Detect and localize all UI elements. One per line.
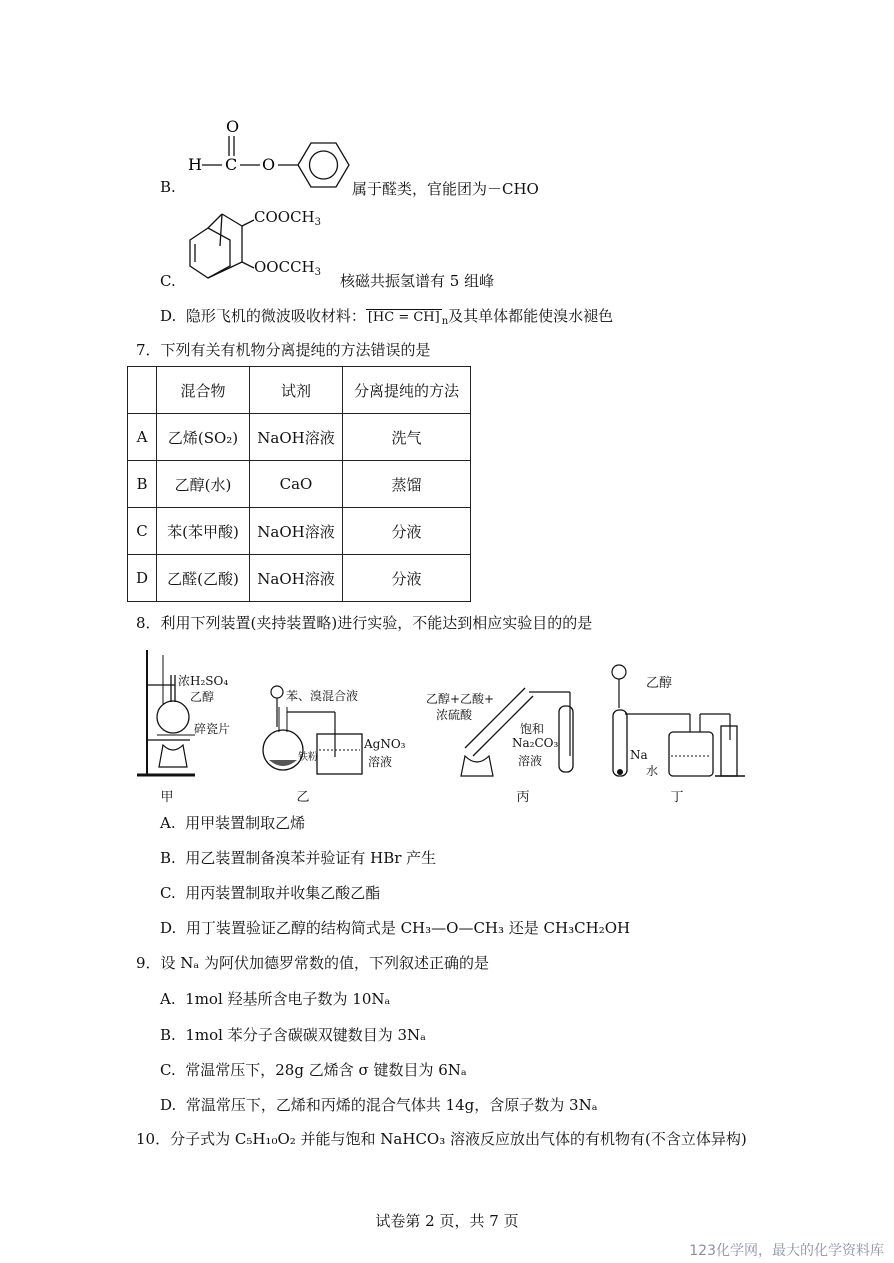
q8-option-c: C. 用丙装置制取并收集乙酸乙酯 — [160, 884, 381, 902]
struct-b-c: C — [225, 155, 238, 174]
struct-b-h: H — [188, 155, 202, 174]
ding-label-water: 水 — [646, 764, 659, 778]
yi-label-mix: 苯、溴混合液 — [286, 689, 359, 703]
table-row: C 苯(苯甲酸) NaOH溶液 分液 — [128, 508, 471, 555]
q8-title: 8．利用下列装置(夹持装置略)进行实验，不能达到相应实验目的的是 — [136, 614, 593, 632]
bing-label-na2co3: Na₂CO₃ — [512, 736, 559, 750]
table-row: D 乙醛(乙酸) NaOH溶液 分液 — [128, 555, 471, 602]
q8-option-b: B. 用乙装置制备溴苯并验证有 HBr 产生 — [160, 849, 437, 867]
struct-b-oxygen: O — [226, 117, 240, 136]
watermark: 123化学网，最大的化学资料库 — [689, 1243, 884, 1259]
bing-label-acid: 浓硫酸 — [436, 708, 473, 722]
q9-option-d: D. 常温常压下，乙烯和丙烯的混合气体共 14g，含原子数为 3Nₐ — [160, 1096, 598, 1114]
jia-caption: 甲 — [160, 790, 174, 805]
ding-caption: 丁 — [670, 790, 684, 805]
table-row: B 乙醇(水) CaO 蒸馏 — [128, 461, 471, 508]
bing-label-saturated: 饱和 — [520, 722, 545, 736]
yi-label-agno3: AgNO₃ — [364, 737, 406, 751]
q9-option-c: C. 常温常压下，28g 乙烯含 σ 键数目为 6Nₐ — [160, 1061, 467, 1079]
apparatus-ding — [605, 660, 750, 782]
table-row: A 乙烯(SO₂) NaOH溶液 洗气 — [128, 414, 471, 461]
bing-caption: 丙 — [516, 790, 530, 805]
yi-label-solution: 溶液 — [368, 755, 393, 769]
jia-label-chips: 碎瓷片 — [194, 722, 231, 736]
q8-option-a: A. 用甲装置制取乙烯 — [160, 814, 306, 832]
apparatus-jia — [135, 645, 235, 780]
option-d-line: D. 隐形飞机的微波吸收材料： [HC = CH] $_n$及其单体都能使溴水褪色 — [160, 307, 614, 327]
option-b-letter: B. — [160, 178, 176, 196]
jia-label-acid: 浓H₂SO₄ — [178, 674, 229, 688]
q8-option-d: D. 用丁装置验证乙醇的结构简式是 CH₃—O—CH₃ 还是 CH₃CH₂OH — [160, 919, 631, 937]
option-c-text: 核磁共振氢谱有 5 组峰 — [340, 272, 495, 290]
q9-option-a: A. 1mol 羟基所含电子数为 10Nₐ — [160, 990, 391, 1008]
ding-label-na: Na — [630, 748, 648, 762]
jia-label-ethanol: 乙醇 — [190, 690, 215, 704]
bing-label-reagents: 乙醇+乙酸+ — [426, 692, 495, 706]
option-c-letter: C. — [160, 272, 176, 290]
q9-option-b: B. 1mol 苯分子含碳碳双键数目为 3Nₐ — [160, 1026, 426, 1044]
page-footer: 试卷第 2 页，共 7 页 — [375, 1212, 519, 1230]
struct-c-ester1: $COOCH_3$ — [254, 208, 322, 228]
struct-c-ester2: $OOCCH_3$ — [254, 258, 322, 278]
yi-caption: 乙 — [296, 790, 310, 805]
structure-b — [180, 112, 355, 192]
bing-label-solution: 溶液 — [518, 754, 543, 768]
q10-title: 10．分子式为 C₅H₁₀O₂ 并能与饱和 NaHCO₃ 溶液反应放出气体的有机物有(不含立体异构) — [136, 1130, 747, 1148]
yi-label-iron: 铁粉 — [298, 752, 318, 763]
q9-title: 9．设 Nₐ 为阿伏加德罗常数的值，下列叙述正确的是 — [136, 954, 489, 972]
ding-label-ethanol: 乙醇 — [646, 676, 673, 691]
table-header-row: 混合物 试剂 分离提纯的方法 — [128, 367, 471, 414]
separation-table — [127, 366, 471, 602]
option-b-text: 属于醛类，官能团为－CHO — [352, 180, 539, 198]
q7-title: 7．下列有关有机物分离提纯的方法错误的是 — [136, 341, 431, 359]
struct-b-o2: O — [262, 155, 276, 174]
